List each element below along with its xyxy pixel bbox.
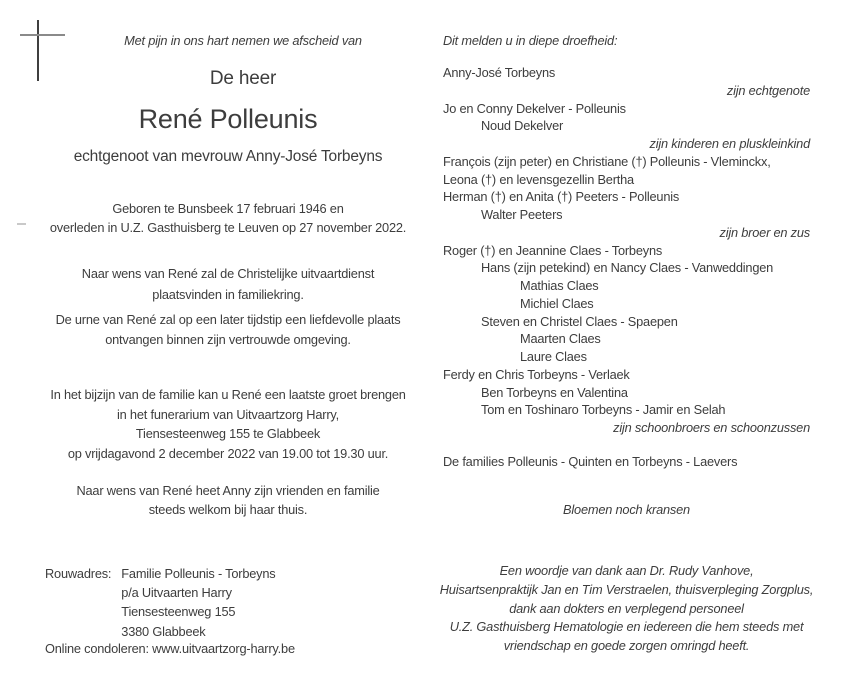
mourning-address-label: Rouwadres: [45, 566, 112, 581]
relation-label: zijn schoonbroers en schoonzussen [613, 420, 810, 435]
families-line: De families Polleunis - Quinten en Torbeyns - Laevers [443, 454, 738, 469]
family-member: Tom en Toshinaro Torbeyns - Jamir en Selah [481, 402, 726, 418]
service-paragraph [23, 263, 433, 305]
text-line: In het bijzijn van de familie kan u René een laatste groet brengen [50, 387, 406, 402]
text-line: Familie Polleunis - Torbeyns [121, 566, 276, 581]
family-member: Hans (zijn petekind) en Nancy Claes - Vanweddingen [481, 260, 774, 276]
family-member: Jo en Conny Dekelver - Polleunis [443, 100, 626, 116]
text-line: Tiensesteenweg 155 [121, 604, 236, 620]
text-line: 3380 Glabbeek [121, 623, 206, 639]
family-member: Walter Peeters [481, 207, 563, 222]
visitation-paragraph [23, 385, 433, 463]
announcement-line: Dit melden u in diepe droefheid: [443, 33, 618, 48]
no-flowers-line [443, 502, 810, 517]
text-line: dank aan dokters en verplegend personeel [509, 600, 744, 616]
urn-paragraph [23, 310, 433, 350]
family-member: Noud Dekelver [481, 118, 564, 134]
spouse-line: echtgenoot van mevrouw Anny-José Torbeyns [73, 148, 383, 165]
text-line: overleden in U.Z. Gasthuisberg te Leuven op 27 november 2022. [49, 219, 407, 235]
mourning-address-block [45, 564, 276, 641]
welcome-paragraph [23, 482, 433, 519]
relation-label: zijn kinderen en pluskleinkind [649, 136, 810, 151]
family-member: François (zijn peter) en Christiane (†) Polleunis - Vleminckx, [443, 153, 771, 169]
text-line: steeds welkom bij haar thuis. [148, 501, 308, 517]
intro-line: Met pijn in ons hart nemen we afscheid van [124, 33, 362, 48]
text-line: Geboren te Bunsbeek 17 februari 1946 en [112, 201, 344, 216]
text-line: plaatsvinden in familiekring. [152, 287, 304, 302]
family-member: Herman (†) en Anita (†) Peeters - Polleunis [443, 189, 680, 205]
text-line: p/a Uitvaarten Harry [121, 585, 232, 601]
relation-label: zijn broer en zus [719, 224, 810, 240]
family-member: Michiel Claes [520, 295, 594, 311]
online-condolence-line: Online condoleren: www.uitvaartzorg-harry.be [45, 641, 295, 656]
family-member: Maarten Claes [520, 331, 601, 347]
text-line: Bloemen noch kransen [563, 502, 690, 517]
deceased-name: René Polleunis [138, 104, 318, 134]
text-line: Huisartsenpraktijk Jan en Tim Verstraelen, thuisverpleging Zorgplus, [439, 581, 814, 597]
family-member: Roger (†) en Jeannine Claes - Torbeyns [443, 242, 663, 258]
family-member: Ferdy en Chris Torbeyns - Verlaek [443, 366, 630, 382]
text-line: vriendschap en goede zorgen omringd heeft. [503, 638, 750, 654]
family-member: Ben Torbeyns en Valentina [481, 384, 628, 400]
text-line: De urne van René zal op een later tijdstip een liefdevolle plaats [55, 312, 401, 327]
birth-death-paragraph [23, 200, 433, 237]
thanks-paragraph [423, 562, 830, 656]
text-line: Een woordje van dank aan Dr. Rudy Vanhove, [499, 563, 754, 578]
relation-label: zijn echtgenote [726, 82, 810, 98]
text-line: U.Z. Gasthuisberg Hematologie en iedereen die hem steeds met [449, 619, 804, 635]
family-member: Leona (†) en levensgezellin Bertha [443, 171, 634, 187]
text-line: in het funerarium van Uitvaartzorg Harry, [117, 406, 339, 422]
salutation: De heer [209, 68, 277, 89]
text-line: Tiensesteenweg 155 te Glabbeek [135, 426, 321, 441]
family-member: Laure Claes [520, 349, 587, 364]
family-member: Anny-José Torbeyns [443, 65, 556, 80]
text-line: op vrijdagavond 2 december 2022 van 19.00 tot 19.30 uur. [67, 445, 389, 461]
text-line: Naar wens van René heet Anny zijn vrienden en familie [76, 483, 380, 498]
family-member: Steven en Christel Claes - Spaepen [481, 313, 678, 329]
family-member: Mathias Claes [520, 278, 599, 293]
text-line: Naar wens van René zal de Christelijke uitvaartdienst [81, 266, 375, 281]
text-line: ontvangen binnen zijn vertrouwde omgeving. [105, 332, 351, 347]
family-entries-list [443, 64, 810, 437]
mourning-address-lines [121, 564, 275, 641]
